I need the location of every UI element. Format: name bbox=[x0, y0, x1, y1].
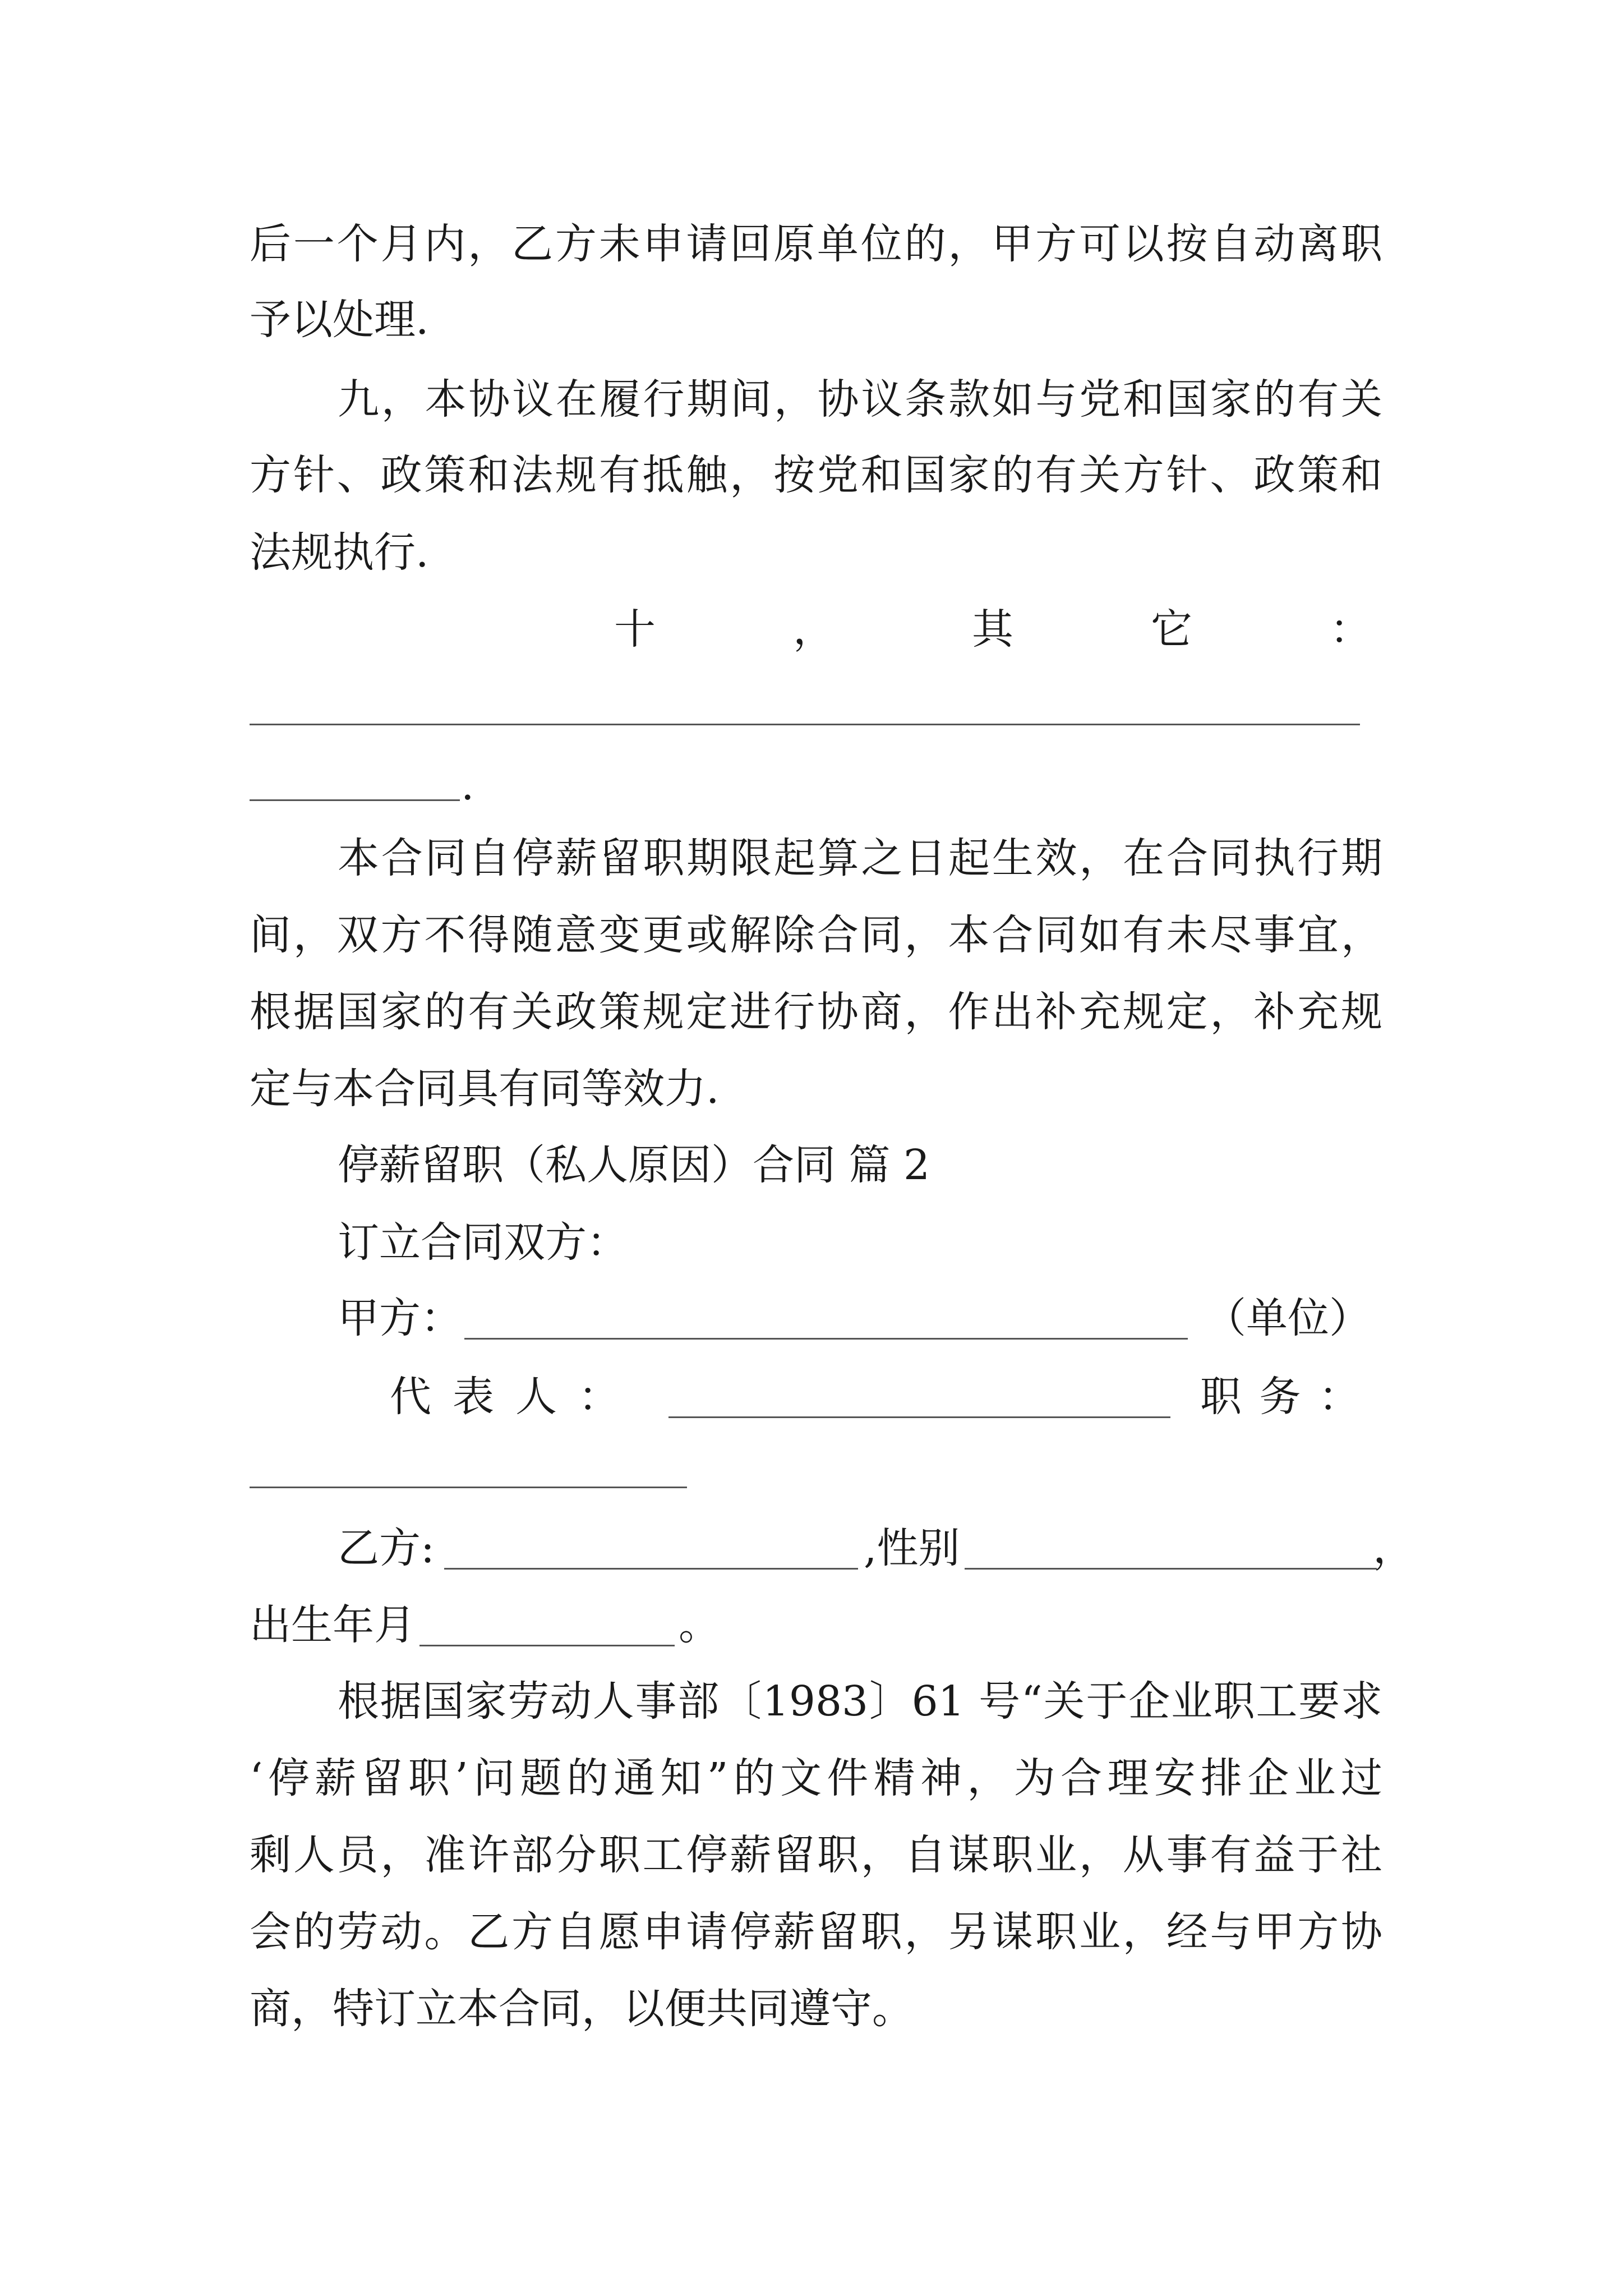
heading-char: 其 bbox=[972, 605, 1013, 654]
party-a-label: 甲方： bbox=[338, 1294, 462, 1342]
clause-nine-line: 九，本协议在履行期间，协议条款如与党和国家的有关 bbox=[338, 375, 1382, 424]
birth-blank bbox=[419, 1645, 675, 1646]
text-period: . bbox=[461, 761, 474, 809]
text-line: 定与本合同具有同等效力. bbox=[250, 1065, 720, 1113]
duty-char: 务 bbox=[1259, 1373, 1301, 1421]
party-b-name-blank bbox=[444, 1568, 858, 1570]
clause-ten-heading bbox=[614, 601, 1371, 657]
text-line: 予以处理. bbox=[250, 296, 429, 344]
text-comma: ， bbox=[1373, 1524, 1414, 1572]
text-line: 根据国家的有关政策规定进行协商，作出补充规定，补充规 bbox=[250, 988, 1382, 1036]
representative-label bbox=[390, 1369, 620, 1425]
text-line: 法规执行. bbox=[250, 528, 429, 577]
gender-blank bbox=[965, 1568, 1377, 1570]
duty-char: 职 bbox=[1200, 1373, 1242, 1421]
rep-char: ： bbox=[578, 1373, 620, 1421]
duty-blank bbox=[250, 1487, 687, 1488]
heading-char: ， bbox=[793, 605, 834, 654]
rep-char: 表 bbox=[453, 1373, 494, 1421]
blank-line bbox=[250, 724, 1360, 725]
representative-blank bbox=[668, 1416, 1170, 1418]
parties-heading: 订立合同双方： bbox=[338, 1218, 628, 1267]
text-line: 后一个月内，乙方未申请回原单位的，甲方可以按自动离职 bbox=[250, 220, 1382, 268]
text-line: ‘停薪留职’问题的通知”的文件精神，为合理安排企业过 bbox=[250, 1754, 1382, 1802]
text-line: 商，特订立本合同，以便共同遵守。 bbox=[250, 1985, 914, 2033]
contract-title: 停薪留职（私人原因）合同 篇 2 bbox=[338, 1141, 930, 1189]
rep-char: 代 bbox=[390, 1373, 431, 1421]
duty-label bbox=[1200, 1369, 1360, 1425]
text-line: 间，双方不得随意变更或解除合同，本合同如有未尽事宜， bbox=[250, 911, 1382, 959]
rep-char: 人 bbox=[515, 1373, 557, 1421]
party-a-suffix: （单位） bbox=[1205, 1294, 1371, 1342]
text-line: 方针、政策和法规有抵触，按党和国家的有关方针、政策和 bbox=[250, 451, 1382, 499]
heading-char: 十 bbox=[614, 605, 656, 654]
text-period: 。 bbox=[679, 1601, 720, 1649]
blank-line bbox=[250, 799, 460, 801]
gender-label: ,性别 bbox=[864, 1524, 960, 1572]
text-line: 剩人员，准许部分职工停薪留职，自谋职业，从事有益于社 bbox=[250, 1831, 1382, 1879]
text-line: 本合同自停薪留职期限起算之日起生效，在合同执行期 bbox=[338, 834, 1382, 882]
party-a-row bbox=[338, 1290, 462, 1346]
heading-char: 它 bbox=[1151, 605, 1192, 654]
duty-char: ： bbox=[1318, 1373, 1360, 1421]
party-a-blank bbox=[464, 1338, 1188, 1340]
birth-label: 出生年月 bbox=[250, 1601, 416, 1649]
text-line: 根据国家劳动人事部〔1983〕61 号“关于企业职工要求 bbox=[338, 1677, 1382, 1726]
text-line: 会的劳动。乙方自愿申请停薪留职，另谋职业，经与甲方协 bbox=[250, 1908, 1382, 1956]
heading-char: ： bbox=[1330, 605, 1371, 654]
party-b-label: 乙方: bbox=[338, 1524, 435, 1572]
